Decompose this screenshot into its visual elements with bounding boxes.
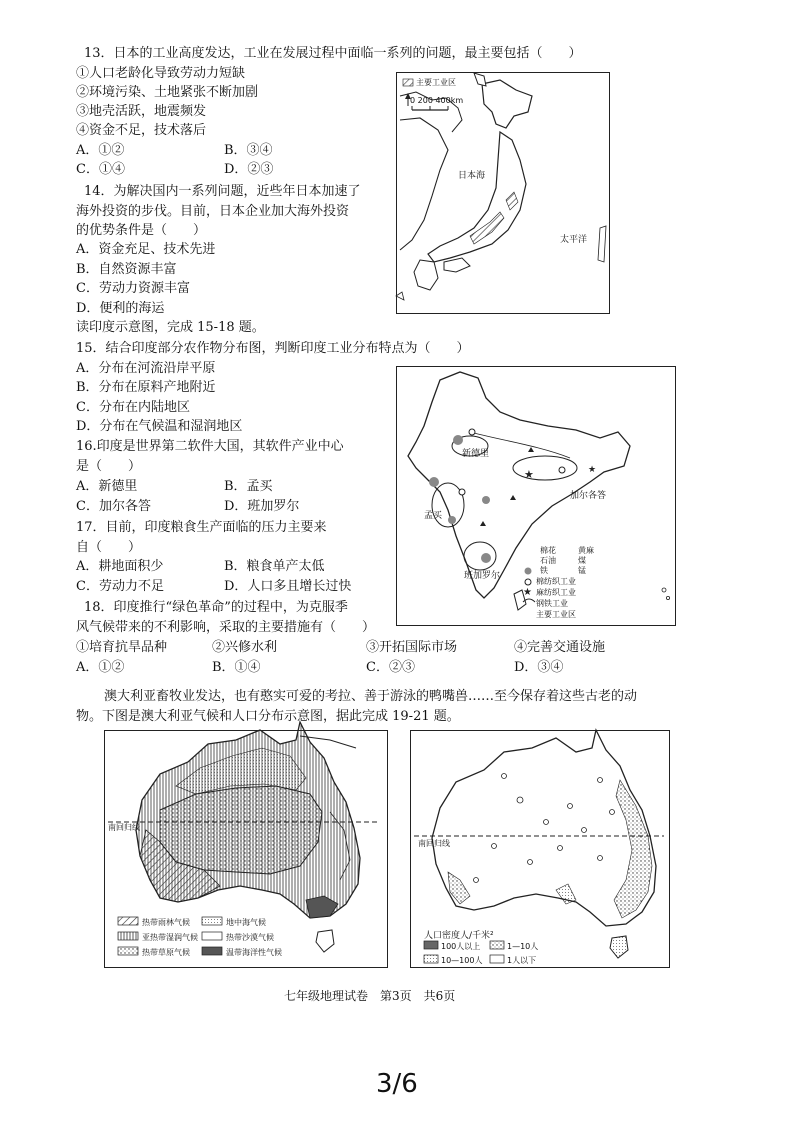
q16-choice-c[interactable]: C．加尔各答 xyxy=(76,499,151,514)
q16-choice-d[interactable]: D．班加罗尔 xyxy=(224,499,300,514)
page-number: 3/6 xyxy=(376,1069,418,1099)
q15-choice-d[interactable]: D．分布在气候温和湿润地区 xyxy=(76,419,243,434)
india-legend-industrial-zone: 主要工业区 xyxy=(536,610,576,619)
q15-choice-c[interactable]: C．分布在内陆地区 xyxy=(76,400,190,415)
aus-pop-legend-title: 人口密度人/千米² xyxy=(424,931,494,941)
aus-intro-line-2: 物。下图是澳大利亚气候和人口分布示意图，据此完成 19-21 题。 xyxy=(76,709,460,724)
page-footer: 七年级地理试卷 第3页 共6页 xyxy=(284,989,456,1003)
q13-option-2: ②环境污染、土地紧张不断加剧 xyxy=(76,85,259,100)
india-legend-iron: 铁 xyxy=(540,566,548,575)
india-read-instruction: 读印度示意图，完成 15-18 题。 xyxy=(76,320,265,335)
q14-stem-line-3: 的优势条件是（ ） xyxy=(76,223,207,238)
q14-choice-a[interactable]: A．资金充足、技术先进 xyxy=(76,242,216,257)
india-new-delhi-label: 新德里 xyxy=(462,449,490,459)
svg-text:★: ★ xyxy=(524,468,534,481)
q18-choice-d[interactable]: D．③④ xyxy=(514,660,564,675)
aus-climate-legend-6: 温带海洋性气候 xyxy=(226,948,282,957)
q17-stem-line-2: 自（ ） xyxy=(76,540,142,555)
india-legend-jute: 黄麻 xyxy=(578,546,594,555)
india-legend-manganese: 锰 xyxy=(578,566,586,575)
aus-intro-line-1: 澳大利亚畜牧业发达，也有憨实可爱的考拉、善于游泳的鸭嘴兽……至今保存着这些古老的动 xyxy=(104,689,638,704)
q13-choice-d[interactable]: D．②③ xyxy=(224,162,274,177)
japan-map-frame xyxy=(396,72,610,314)
japan-scale-label: 0 200 400km xyxy=(410,96,464,105)
india-legend-steel: 钢铁工业 xyxy=(536,599,568,608)
q13-choice-b[interactable]: B．③④ xyxy=(224,143,273,158)
q18-option-4: ④完善交通设施 xyxy=(514,640,606,655)
q18-stem-line-1: 18．印度推行“绿色革命”的过程中，为克服季 xyxy=(84,600,348,615)
q18-choice-a[interactable]: A．①② xyxy=(76,660,125,675)
q13-option-4: ④资金不足，技术落后 xyxy=(76,123,207,138)
q15-choice-b[interactable]: B．分布在原料产地附近 xyxy=(76,380,216,395)
q13-choice-a[interactable]: A．①② xyxy=(76,143,125,158)
q13-option-3: ③地壳活跃，地震频发 xyxy=(76,104,207,119)
india-legend-cotton: 棉花 xyxy=(540,546,556,555)
aus-climate-legend-1: 热带雨林气候 xyxy=(142,918,190,927)
q17-choice-a[interactable]: A．耕地面积少 xyxy=(76,559,164,574)
aus-pop-legend-3: 10—100人 xyxy=(441,956,483,965)
q18-choice-b[interactable]: B．①④ xyxy=(212,660,261,675)
india-kolkata-label: 加尔各答 xyxy=(570,491,607,501)
india-legend-coal: 煤 xyxy=(578,556,586,565)
aus-climate-legend-4: 地中海气候 xyxy=(226,918,266,927)
q14-choice-d[interactable]: D．便利的海运 xyxy=(76,301,165,316)
q16-stem-line-2: 是（ ） xyxy=(76,459,142,474)
aus-pop-legend-2: 1—10人 xyxy=(507,942,539,951)
japan-sea-label: 日本海 xyxy=(458,171,486,181)
india-legend-jute-textile: 麻纺织工业 xyxy=(536,588,576,597)
q18-choice-c[interactable]: C．②③ xyxy=(366,660,415,675)
aus-pop-legend-4: 1人以下 xyxy=(507,956,537,965)
aus-pop-tropic-label: 南回归线 xyxy=(418,839,450,848)
aus-climate-legend-5: 热带沙漠气候 xyxy=(226,933,274,942)
q18-option-1: ①培育抗旱品种 xyxy=(76,640,168,655)
aus-climate-legend-2: 亚热带湿润气候 xyxy=(142,933,198,942)
q14-choice-c[interactable]: C．劳动力资源丰富 xyxy=(76,281,190,296)
q15-stem: 15．结合印度部分农作物分布图，判断印度工业分布特点为（ ） xyxy=(76,341,470,356)
q14-choice-b[interactable]: B．自然资源丰富 xyxy=(76,262,177,277)
india-bangalore-label: 班加罗尔 xyxy=(464,571,501,581)
q13-stem: 13．日本的工业高度发达，工业在发展过程中面临一系列的问题，最主要包括（ ） xyxy=(84,46,582,61)
q18-stem-line-2: 风气候带来的不利影响，采取的主要措施有（ ） xyxy=(76,620,376,635)
japan-legend-label: 主要工业区 xyxy=(416,78,456,87)
q17-choice-d[interactable]: D．人口多且增长过快 xyxy=(224,579,352,594)
q14-stem-line-1: 14．为解决国内一系列问题，近些年日本加速了 xyxy=(84,184,361,199)
q18-option-2: ②兴修水利 xyxy=(212,640,278,655)
aus-climate-legend-3: 热带草原气候 xyxy=(142,948,190,957)
q14-stem-line-2: 海外投资的步伐。目前，日本企业加大海外投资 xyxy=(76,204,350,219)
aus-pop-legend-1: 100人以上 xyxy=(441,942,481,951)
q13-choice-c[interactable]: C．①④ xyxy=(76,162,125,177)
q15-choice-a[interactable]: A．分布在河流沿岸平原 xyxy=(76,361,216,376)
q17-stem-line-1: 17．目前，印度粮食生产面临的压力主要来 xyxy=(76,520,327,535)
india-legend-cotton-textile: 棉纺织工业 xyxy=(536,577,576,586)
aus-climate-tropic-label: 南回归线 xyxy=(108,823,140,832)
pacific-ocean-label: 太平洋 xyxy=(560,235,588,245)
q16-stem-line-1: 16.印度是世界第二软件大国，其软件产业中心 xyxy=(76,439,344,454)
q16-choice-a[interactable]: A．新德里 xyxy=(76,479,138,494)
q18-option-3: ③开拓国际市场 xyxy=(366,640,458,655)
india-mumbai-label: 孟买 xyxy=(424,511,443,521)
q13-option-1: ①人口老龄化导致劳动力短缺 xyxy=(76,66,246,81)
svg-text:★: ★ xyxy=(588,465,597,475)
q17-choice-c[interactable]: C．劳动力不足 xyxy=(76,579,164,594)
q17-choice-b[interactable]: B．粮食单产太低 xyxy=(224,559,325,574)
india-legend-oil: 石油 xyxy=(540,556,556,565)
svg-text:★: ★ xyxy=(523,587,532,598)
q16-choice-b[interactable]: B．孟买 xyxy=(224,479,273,494)
